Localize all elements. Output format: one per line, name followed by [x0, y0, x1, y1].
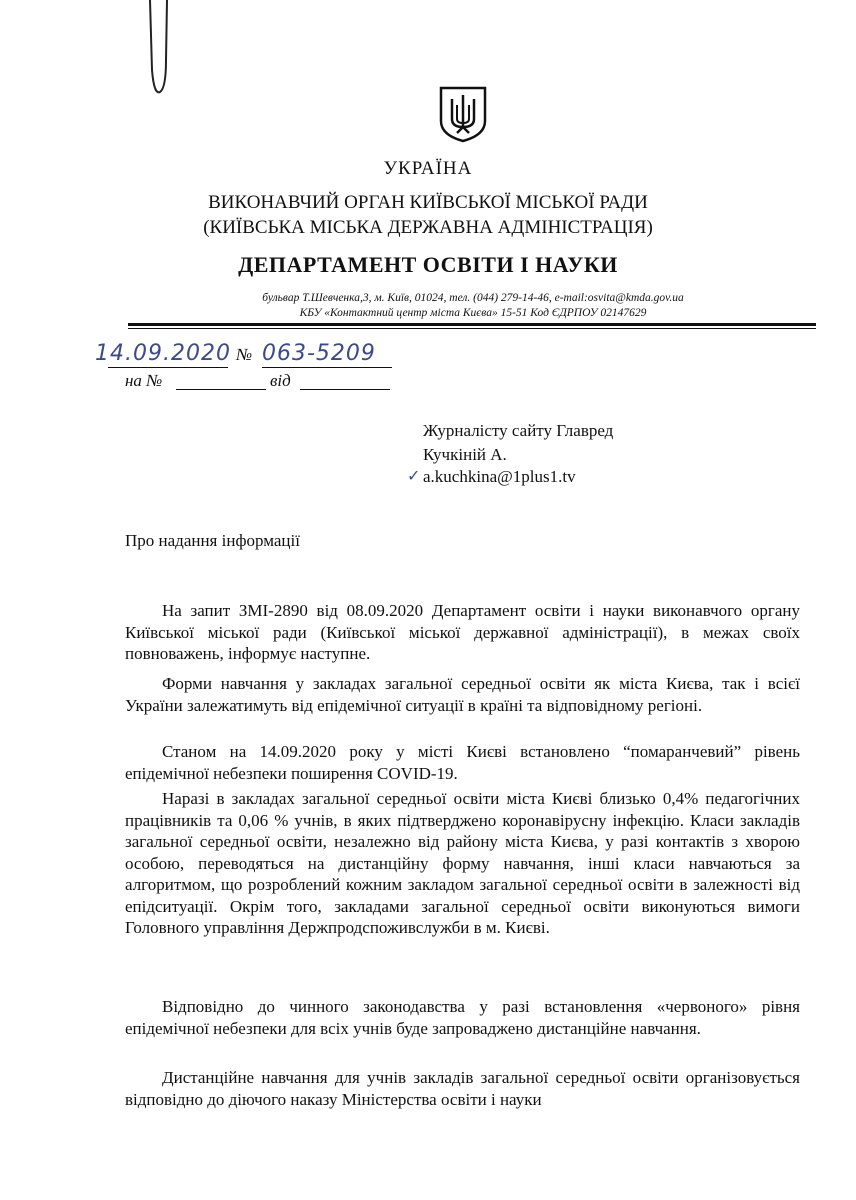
from-underline	[300, 389, 390, 390]
body-paragraph-2: Форми навчання у закладах загальної середньої освіти як міста Києва, так і всієї України залежатимуть від епідемічної ситуації в країні та відповідному регіоні.	[125, 674, 800, 715]
registration-number-label: №	[236, 345, 253, 364]
addressee-position: Журналісту сайту Главред	[423, 421, 614, 440]
registration-date-handwritten: 14.09.2020	[95, 341, 231, 366]
reply-to-label: на №	[125, 371, 163, 390]
header-divider-thin	[128, 328, 816, 329]
reply-to-underline	[176, 389, 266, 390]
coat-of-arms-emblem	[438, 85, 488, 143]
check-mark-icon: ✓	[407, 468, 421, 485]
date-underline	[108, 367, 228, 368]
addressee-email: a.kuchkina@1plus1.tv	[423, 467, 576, 486]
address-line2: КБУ «Контактний центр міста Києва» 15-51 Код ЄДРПОУ 02147629	[299, 307, 647, 319]
pen-stroke-mark	[140, 0, 180, 100]
organization-name-line2: (КИЇВСЬКА МІСЬКА ДЕРЖАВНА АДМІНІСТРАЦІЯ)	[203, 217, 653, 238]
body-paragraph-5: Відповідно до чинного законодавства у разі встановлення «червоного» рівня епідемічної небезпеки для всіх учнів буде запроваджено дистанційне навчання.	[125, 997, 800, 1038]
country-name: УКРАЇНА	[383, 158, 473, 179]
body-paragraph-1: На запит ЗМІ-2890 від 08.09.2020 Департамент освіти і науки виконавчого органу Київської міської ради (Київської міської державної адміністрації), в межах своїх повноважень, інформує наступне.	[125, 601, 800, 663]
body-paragraph-3: Станом на 14.09.2020 року у місті Києві встановлено “помаранчевий” рівень епідемічної небезпеки поширення COVID-19.	[125, 742, 800, 783]
address-line1: бульвар Т.Шевченка,3, м. Київ, 01024, тел. (044) 279-14-46, e-mail:osvita@kmda.gov.ua	[262, 292, 684, 304]
header-divider-thick	[128, 323, 816, 326]
addressee-name: Кучкіній А.	[423, 445, 507, 464]
organization-name-line1: ВИКОНАВЧИЙ ОРГАН КИЇВСЬКОЇ МІСЬКОЇ РАДИ	[208, 192, 648, 213]
body-paragraph-4: Наразі в закладах загальної середньої освіти міста Києві близько 0,4% педагогічних працівників та 0,06 % учнів, в яких підтверджено коронавірусну інфекцію. Класи закладів загальної середньої освіти, незалежно від району міста Києва, у разі контактів з хворою особою, переводяться на дистанційну форму навчання, інші класи навчаються за алгоритмом, що розроблений кожним закладом загальної середньої освіти в залежності від епідситуації. Окрім того, закладами загальної середньої освіти виконуються вимоги Головного управління Держпродспоживслужби в м. Києві.	[125, 789, 800, 937]
body-paragraph-6: Дистанційне навчання для учнів закладів загальної середньої освіти організовується відповідно до діючого наказу Міністерства освіти і науки	[125, 1068, 800, 1109]
number-underline	[262, 367, 392, 368]
from-label: від	[270, 371, 291, 390]
letter-subject: Про надання інформації	[125, 531, 300, 550]
department-name: ДЕПАРТАМЕНТ ОСВІТИ І НАУКИ	[238, 252, 618, 277]
registration-number-handwritten: 063-5209	[262, 341, 376, 366]
